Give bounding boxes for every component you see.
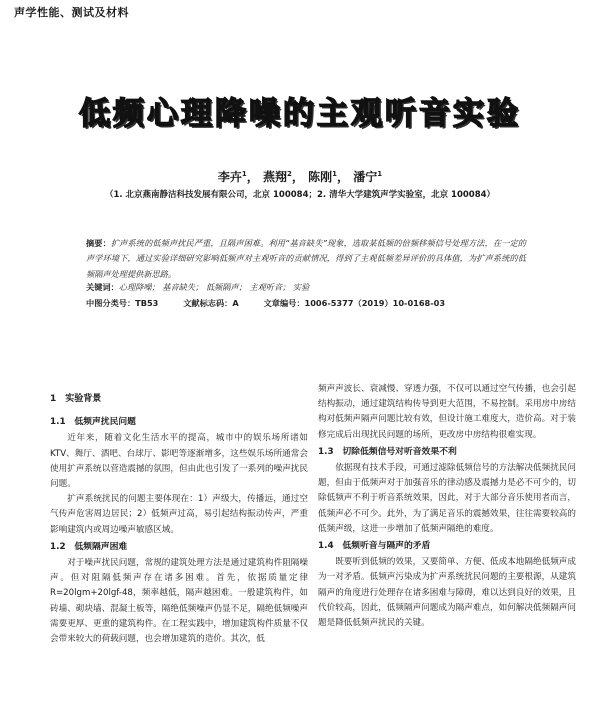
abstract-text: 扩声系统的低频声扰民严重，且隔声困难。利用“基音缺失”现象，选取某低频的倍频移频信号处理方法，在一定的声学环境下，通过实验详细研究影响低频声对主观听音的贡献情况，得到了主观低频差异评价的具体值，为扩声系统的低频隔声处理提供新思路。 (86, 238, 526, 279)
running-head: 声学性能、测试及材料 (14, 6, 129, 19)
paragraph: 依据现有技术手段，可通过滤除低频信号的方法解决低频扰民问题，但由于低频声对于加强音乐的律动感及震撼力是必不可少的，切除低频声不利于听音系统效果，因此，对于大部分音乐使用者而言，低频声必不可少。此外，为了满足音乐的震撼效果，往往需要较高的低频声级，这进一步增加了低频声隔绝的难度。 (318, 463, 576, 534)
author-sup: 1 (332, 170, 337, 178)
document-code: 文献标志码：A (183, 298, 239, 308)
author-name: 陈刚 (308, 170, 333, 184)
keywords-text: 心理降噪； 基音缺失； 低频隔声； 主观听音； 实验 (118, 282, 310, 292)
author-sup: 2 (287, 170, 292, 178)
author-name: 李卉 (217, 170, 242, 184)
clc-code: 中图分类号：TB53 (86, 298, 159, 308)
subsection-heading: 1.3 切除低频信号对听音效果不利 (318, 446, 457, 457)
paragraph: 既要听到低频的效果，又要简单、方便、低成本地隔绝低频声成为一对矛盾。低频声污染成为扩声系统扰民问题的主要根源，从建筑隔声的角度进行处理存在诸多困难与障碍，难以达到良好的效果，且代价较高，因此，低频隔声问题成为隔声难点，如何解决低频隔声问题是降低低频声扰民的关键。 (318, 557, 576, 629)
paragraph: 对于噪声扰民问题，常规的建筑处理方法是通过建筑构件阻隔噪声。但对阻隔低频声存在诸多困难。首先，依据质量定律R=20lgm+20lgf-48，频率越低，隔声越困难。一般建筑构件，如砖墙、砌块墙、混凝土板等，隔绝低频噪声仍显不足，隔绝低频噪声需要更厚、更重的建筑构件。在工程实践中，增加建筑构件质量不仅会带来较大的荷载问题，也会增加建筑的造价。其次，低 (50, 558, 308, 645)
paragraph: 近年来，随着文化生活水平的提高，城市中的娱乐场所诸如KTV、舞厅、酒吧、台球厅、影吧等逐渐增多，这些娱乐场所通常会使用扩声系统以营造震撼的氛围，但由此也引发了一系列的噪声扰民问题。 (50, 433, 308, 490)
subsection-heading: 1.4 低频听音与隔声的矛盾 (318, 541, 431, 552)
body-column-right (318, 382, 576, 631)
author-list: 李卉$^1$， 燕翔$^2$， 陈刚$^1$， 潘宁$^1$ (217, 170, 383, 184)
article-number: 文章编号：1006-5377（2019）10-0168-03 (263, 298, 446, 308)
section-heading: 1 实验背景 (50, 394, 102, 404)
paragraph: 频声声波长、衰减慢、穿透力强，不仅可以通过空气传播，也会引起结构振动，通过建筑结构传导到更大范围，不易控制。采用房中房结构对低频声隔声问题比较有效，但设计施工难度大，造价高。对于装修完成后出现扰民问题的场所，更改房中房结构很难实现。 (318, 384, 576, 440)
author-sup: 1 (241, 170, 247, 178)
body-column-left (50, 388, 308, 647)
abstract-label: 摘要： (86, 238, 111, 248)
author-sup: 1 (377, 170, 383, 178)
keywords (86, 282, 526, 293)
classification-line (86, 298, 526, 309)
affiliation: （1. 北京燕南静洁科技发展有限公司，北京 100084；2. 清华大学建筑声学实验室，北京 100084） (104, 190, 496, 200)
article-title: 低频心理降噪的主观听音实验 (79, 96, 521, 132)
abstract (86, 236, 526, 282)
author-name: 潘宁 (353, 170, 378, 184)
paragraph: 扩声系统扰民的问题主要体现在：1）声级大，传播远，通过空气传声危害周边居民；2）低频声过高，易引起结构振动传声，严重影响建筑内或周边噪声敏感区域。 (50, 494, 308, 535)
keywords-label: 关键词： (86, 282, 119, 292)
subsection-heading: 1.2 低频隔声困难 (50, 541, 128, 552)
author-name: 燕翔 (263, 170, 288, 184)
subsection-heading: 1.1 低频声扰民问题 (50, 417, 136, 428)
